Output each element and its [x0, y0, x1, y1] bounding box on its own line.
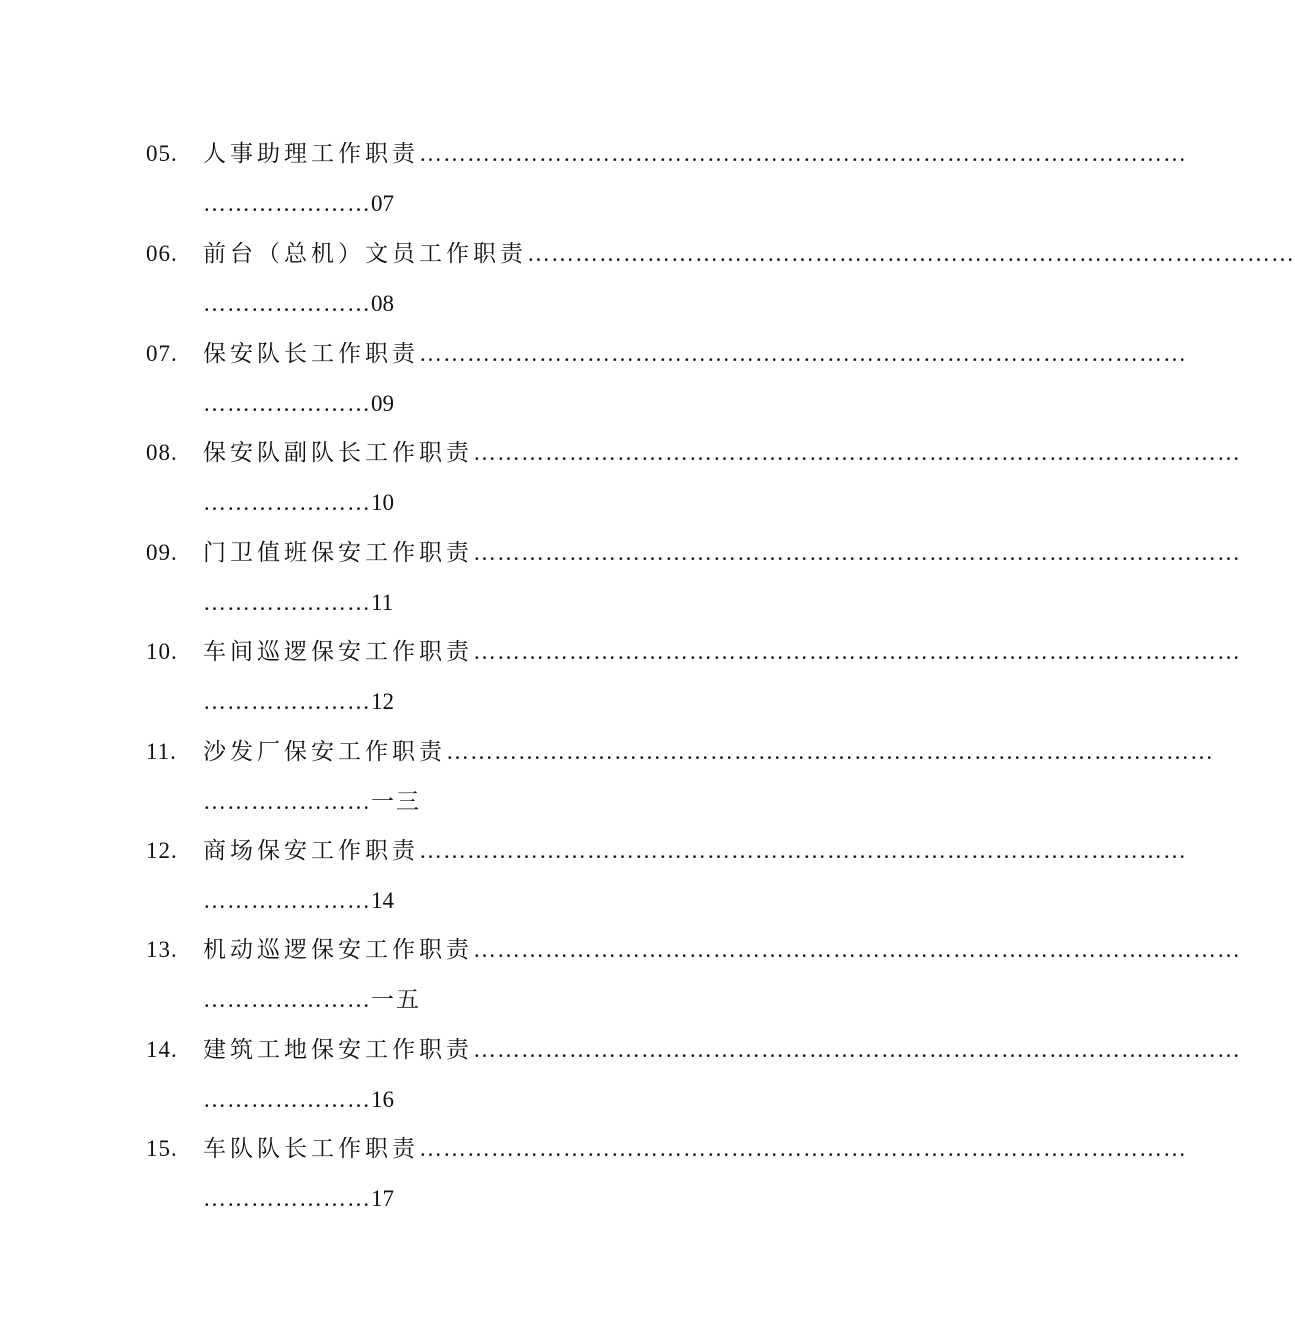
- entry-title: 人事助理工作职责: [203, 141, 419, 167]
- toc-entry: [0, 636, 1241, 736]
- entry-title: 前台（总机）文员工作职责: [203, 241, 527, 267]
- dot-leader: ……………………………………………………………………………………: [473, 540, 1241, 565]
- dot-leader: ……………………………………………………………………………………: [473, 1037, 1241, 1062]
- dot-leader: …………………: [203, 1087, 371, 1112]
- entry-page-number: 17: [371, 1186, 394, 1211]
- entry-page-number: 一三: [371, 789, 421, 815]
- toc-entry: [0, 138, 1187, 238]
- entry-title: 机动巡逻保安工作职责: [203, 937, 473, 963]
- toc-entry: [0, 537, 1241, 637]
- dot-leader: …………………: [203, 590, 371, 615]
- entry-page-number: 07: [371, 191, 394, 216]
- dot-leader: …………………: [203, 391, 371, 416]
- entry-page-number: 一五: [371, 987, 421, 1013]
- entry-number: 14.: [146, 1037, 178, 1062]
- dot-leader: ……………………………………………………………………………………: [527, 241, 1295, 266]
- entry-title: 车队队长工作职责: [203, 1136, 419, 1162]
- toc-entry: [0, 934, 1241, 1034]
- entry-page-number: 09: [371, 391, 394, 416]
- toc-entry: [0, 736, 1214, 836]
- entry-title: 保安队副队长工作职责: [203, 440, 473, 466]
- entry-title: 建筑工地保安工作职责: [203, 1037, 473, 1063]
- entry-number: 05.: [146, 141, 178, 166]
- entry-number: 07.: [146, 341, 178, 366]
- entry-title: 商场保安工作职责: [203, 838, 419, 864]
- entry-page-number: 11: [371, 590, 394, 615]
- dot-leader: ……………………………………………………………………………………: [419, 341, 1187, 366]
- dot-leader: ……………………………………………………………………………………: [473, 937, 1241, 962]
- entry-page-number: 16: [371, 1087, 394, 1112]
- toc-entry: [0, 1034, 1241, 1134]
- dot-leader: …………………: [203, 789, 371, 814]
- dot-leader: ……………………………………………………………………………………: [446, 739, 1214, 764]
- entry-page-number: 12: [371, 689, 394, 714]
- entry-number: 06.: [146, 241, 178, 266]
- entry-title: 保安队长工作职责: [203, 341, 419, 367]
- entry-title: 车间巡逻保安工作职责: [203, 639, 473, 665]
- dot-leader: ……………………………………………………………………………………: [419, 1136, 1187, 1161]
- dot-leader: …………………: [203, 490, 371, 515]
- toc-entry: [0, 437, 1241, 537]
- dot-leader: …………………: [203, 987, 371, 1012]
- dot-leader: ……………………………………………………………………………………: [473, 440, 1241, 465]
- toc-entry: [0, 338, 1187, 438]
- entry-number: 15.: [146, 1136, 178, 1161]
- dot-leader: …………………: [203, 1186, 371, 1211]
- entry-title: 门卫值班保安工作职责: [203, 540, 473, 566]
- dot-leader: …………………: [203, 689, 371, 714]
- dot-leader: …………………: [203, 191, 371, 216]
- dot-leader: ……………………………………………………………………………………: [473, 639, 1241, 664]
- toc-entry: [0, 1133, 1187, 1233]
- entry-number: 09.: [146, 540, 178, 565]
- dot-leader: …………………: [203, 291, 371, 316]
- entry-number: 12.: [146, 838, 178, 863]
- entry-number: 10.: [146, 639, 178, 664]
- entry-number: 08.: [146, 440, 178, 465]
- entry-number: 13.: [146, 937, 178, 962]
- entry-page-number: 10: [371, 490, 394, 515]
- dot-leader: …………………: [203, 888, 371, 913]
- dot-leader: ……………………………………………………………………………………: [419, 141, 1187, 166]
- toc-entry: [0, 238, 1295, 338]
- toc-entry: [0, 835, 1187, 935]
- dot-leader: ……………………………………………………………………………………: [419, 838, 1187, 863]
- entry-page-number: 08: [371, 291, 394, 316]
- entry-page-number: 14: [371, 888, 394, 913]
- entry-number: 11.: [146, 739, 177, 764]
- entry-title: 沙发厂保安工作职责: [203, 739, 446, 765]
